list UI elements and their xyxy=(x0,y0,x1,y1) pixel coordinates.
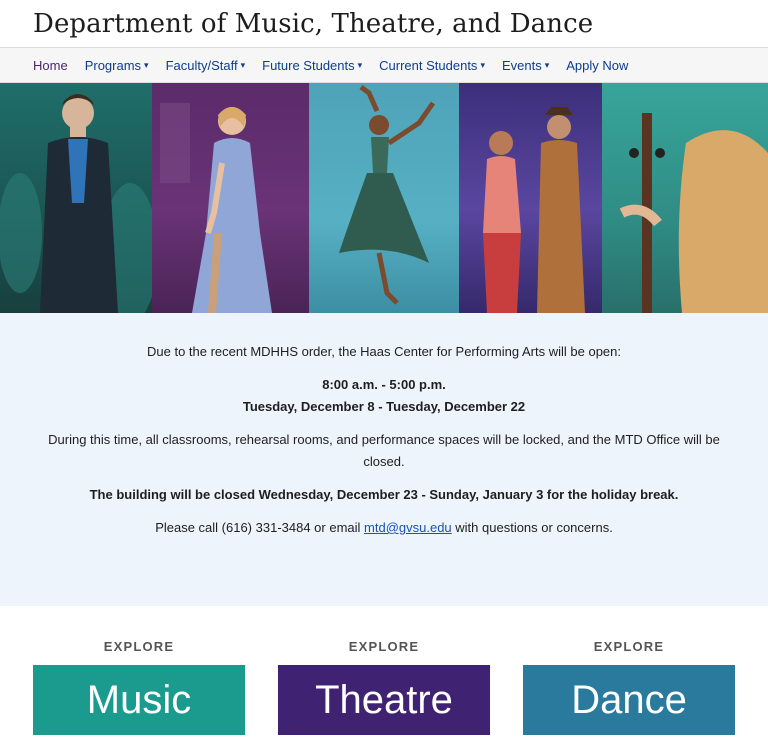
cellist-illustration xyxy=(602,83,768,313)
nav-item-label: Events xyxy=(501,57,542,73)
explore-theatre-button[interactable] xyxy=(278,665,490,735)
notice-locked: During this time, all classrooms, rehearsal rooms, and performance spaces will be locked, and the MTD Office will be closed. xyxy=(48,432,720,469)
hero-image-actor-singing xyxy=(0,83,152,313)
nav-item-label: Apply Now xyxy=(566,57,629,73)
nav-item-apply-now[interactable] xyxy=(566,58,628,73)
explore-card-dance xyxy=(523,639,735,735)
explore-label: EXPLORE xyxy=(103,639,175,654)
explore-label: EXPLORE xyxy=(348,639,420,654)
covid-notice xyxy=(0,313,768,606)
nav-item-future-students[interactable] xyxy=(262,58,362,73)
nav-item-events[interactable] xyxy=(502,58,549,73)
main-nav xyxy=(0,48,768,83)
nav-item-faculty-staff[interactable] xyxy=(166,58,246,73)
nav-item-label: Current Students xyxy=(379,57,478,73)
nav-item-label: Home xyxy=(33,57,68,73)
nav-item-home[interactable] xyxy=(33,58,68,73)
actress-illustration xyxy=(152,83,309,313)
nav-item-current-students[interactable] xyxy=(379,58,485,73)
nav-item-label: Faculty/Staff xyxy=(165,57,238,73)
site-header xyxy=(0,0,768,48)
explore-title: Dance xyxy=(571,677,687,722)
contact-suffix: with questions or concerns. xyxy=(451,520,613,535)
caret-down-icon: ▾ xyxy=(240,59,246,70)
hero-banner xyxy=(0,83,768,313)
contact-prefix: Please call (616) 331-3484 or email xyxy=(155,520,365,535)
hero-image-cellist xyxy=(602,83,768,313)
explore-label: EXPLORE xyxy=(593,639,665,654)
hero-image-dancer-leaping xyxy=(309,83,459,313)
site-title[interactable]: Department of Music, Theatre, and Dance xyxy=(33,8,594,39)
explore-dance-button[interactable] xyxy=(523,665,735,735)
explore-title: Music xyxy=(86,677,192,722)
notice-hours-time: 8:00 a.m. - 5:00 p.m. xyxy=(322,377,446,392)
notice-contact xyxy=(30,517,738,539)
notice-intro: Due to the recent MDHHS order, the Haas Center for Performing Arts will be open: xyxy=(147,344,621,359)
explore-section xyxy=(0,606,768,747)
nav-item-label: Future Students xyxy=(262,57,355,73)
actor-singing-illustration xyxy=(0,83,152,313)
caret-down-icon: ▾ xyxy=(480,59,485,70)
email-link[interactable]: mtd@gvsu.edu xyxy=(364,520,452,535)
actors-illustration xyxy=(459,83,602,313)
explore-card-theatre xyxy=(278,639,490,735)
notice-hours-dates: Tuesday, December 8 - Tuesday, December 22 xyxy=(242,399,526,414)
explore-card-music xyxy=(33,639,245,735)
caret-down-icon: ▾ xyxy=(144,59,149,70)
dancer-illustration xyxy=(309,83,459,313)
explore-title: Theatre xyxy=(315,677,453,722)
hero-image-actress-in-dress xyxy=(152,83,309,313)
caret-down-icon: ▾ xyxy=(357,59,363,70)
notice-closed: The building will be closed Wednesday, December 23 - Sunday, January 3 for the holiday break. xyxy=(89,487,679,502)
explore-music-button[interactable] xyxy=(33,665,245,735)
nav-item-label: Programs xyxy=(84,57,142,73)
notice-hours xyxy=(30,374,738,418)
caret-down-icon: ▾ xyxy=(544,59,550,70)
nav-item-programs[interactable] xyxy=(85,58,149,73)
hero-image-actors-duet xyxy=(459,83,602,313)
